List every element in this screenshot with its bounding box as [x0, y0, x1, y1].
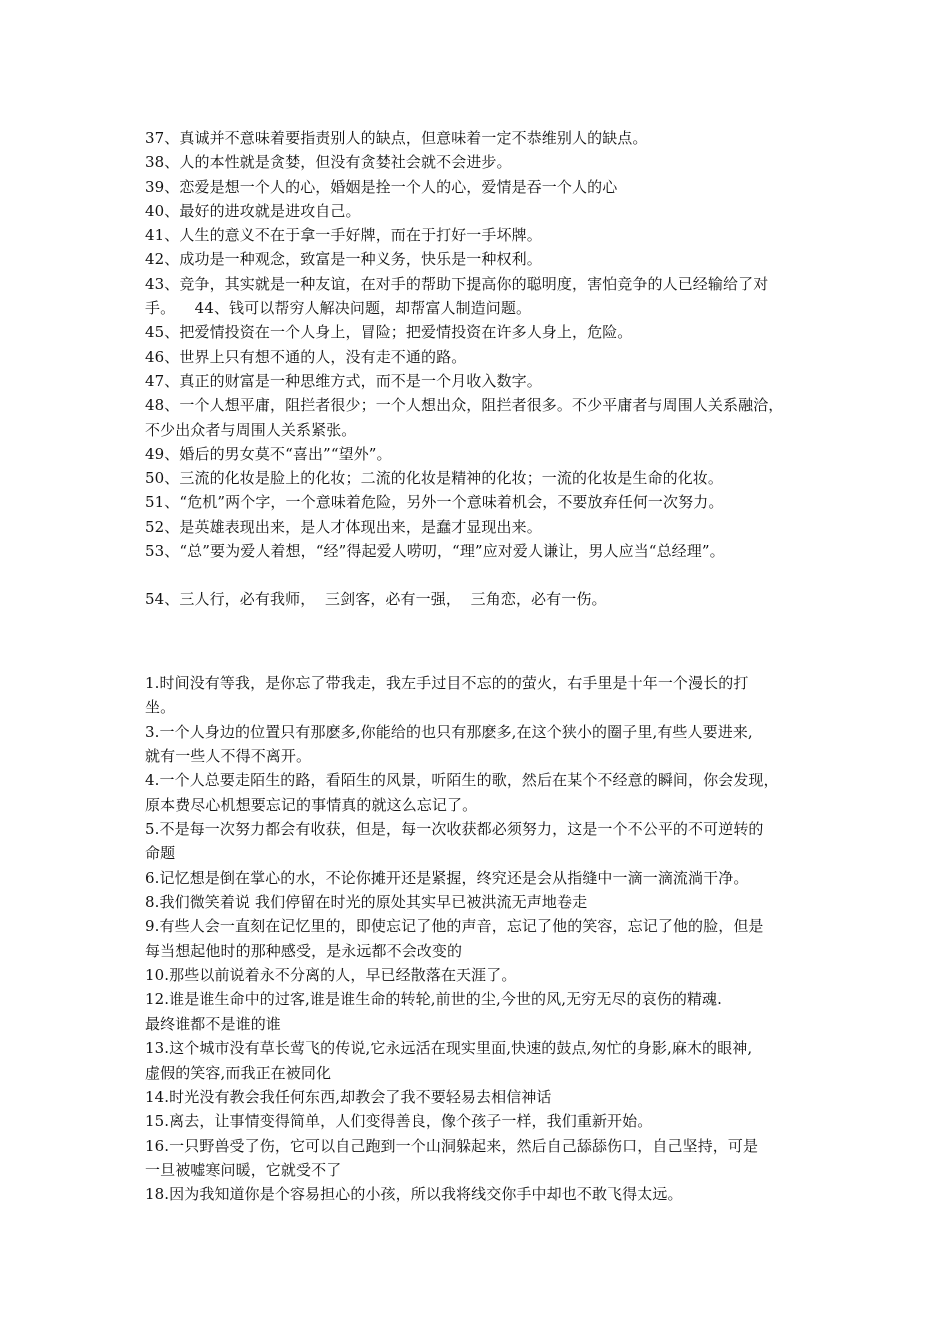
text-line: 13.这个城市没有草长莺飞的传说,它永远活在现实里面,快速的鼓点,匆忙的身影,麻木的眼神,: [145, 1039, 753, 1058]
text-line: 46、世界上只有想不通的人，没有走不通的路。: [145, 347, 467, 366]
text-line: 6.记忆想是倒在掌心的水，不论你摊开还是紧握，终究还是会从指缝中一滴一滴流淌干净。: [145, 868, 749, 887]
text-line: 3.一个人身边的位置只有那麽多,你能给的也只有那麽多,在这个狭小的圈子里,有些人要进来,: [145, 722, 753, 741]
text-line: 4.一个人总要走陌生的路，看陌生的风景，听陌生的歌，然后在某个不经意的瞬间，你会发现，: [145, 771, 779, 790]
text-line: 5.不是每一次努力都会有收获，但是，每一次收获都必须努力，这是一个不公平的不可逆转的: [145, 820, 764, 839]
quotes-section-2: [145, 671, 825, 1207]
text-line: 41、人生的意义不在于拿一手好牌，而在于打好一手坏牌。: [145, 226, 542, 245]
text-line: 1.时间没有等我，是你忘了带我走，我左手过目不忘的的萤火，右手里是十年一个漫长的打: [145, 674, 749, 692]
text-line: 坐。: [145, 698, 176, 717]
text-line: 51、“危机”两个字，一个意味着危险，另外一个意味着机会，不要放弃任何一次努力。: [145, 493, 724, 512]
text-line: 49、婚后的男女莫不“喜出”“望外”。: [145, 444, 392, 463]
text-line: 38、人的本性就是贪婪，但没有贪婪社会就不会进步。: [145, 153, 512, 172]
text-line: 18.因为我知道你是个容易担心的小孩，所以我将线交你手中却也不敢飞得太远。: [145, 1185, 683, 1204]
text-line: 命题: [145, 844, 176, 863]
text-line: 每当想起他时的那种感受，是永远都不会改变的: [145, 941, 463, 960]
text-line: 50、三流的化妆是脸上的化妆；二流的化妆是精神的化妆；一流的化妆是生命的化妆。: [145, 469, 723, 488]
text-line: 15.离去，让事情变得简单，人们变得善良，像个孩子一样，我们重新开始。: [145, 1112, 653, 1131]
text-line: 不少出众者与周围人关系紧张。: [145, 420, 357, 439]
text-line: 12.谁是谁生命中的过客,谁是谁生命的转轮,前世的尘,今世的风,无穷无尽的哀伤的精魂.: [145, 990, 722, 1009]
text-line: 53、“总”要为爱人着想，“经”得起爱人唠叨，“理”应对爱人谦让，男人应当“总经理”。: [145, 542, 725, 561]
text-line: 42、成功是一种观念，致富是一种义务，快乐是一种权利。: [145, 250, 542, 269]
text-line: 54、三人行，必有我师， 三剑客，必有一强， 三角恋，必有一伤。: [145, 590, 607, 609]
text-line: 就有一些人不得不离开。: [145, 747, 312, 766]
text-line: 47、真正的财富是一种思维方式，而不是一个月收入数字。: [145, 371, 542, 390]
text-line: 40、最好的进攻就是进攻自己。: [145, 201, 361, 220]
text-line: 原本费尽心机想要忘记的事情真的就这么忘记了。: [145, 795, 478, 814]
text-line: 45、把爱情投资在一个人身上，冒险；把爱情投资在许多人身上，危险。: [145, 323, 633, 342]
paragraph-spacer: [145, 563, 825, 587]
text-line: 48、一个人想平庸，阻拦者很少；一个人想出众，阻拦者很多。不少平庸者与周围人关系融洽，: [145, 396, 784, 415]
text-line: 手。 44、钱可以帮穷人解决问题，却帮富人制造问题。: [145, 299, 532, 318]
text-line: 一旦被嘘寒问暖，它就受不了: [145, 1160, 342, 1179]
text-line: 10.那些以前说着永不分离的人，早已经散落在天涯了。: [145, 966, 517, 985]
text-line: 8.我们微笑着说 我们停留在时光的原处其实早已被洪流无声地卷走: [145, 893, 588, 912]
text-line: 16.一只野兽受了伤，它可以自己跑到一个山洞躲起来，然后自己舔舔伤口，自己坚持，可是: [145, 1136, 759, 1155]
text-line: 14.时光没有教会我任何东西,却教会了我不要轻易去相信神话: [145, 1087, 552, 1106]
text-line: 52、是英雄表现出来，是人才体现出来，是蠢才显现出来。: [145, 517, 542, 536]
quotes-section-1: [145, 126, 825, 612]
text-line: 39、恋爱是想一个人的心，婚姻是拴一个人的心，爱情是吞一个人的心: [145, 177, 618, 196]
text-line: 9.有些人会一直刻在记忆里的，即使忘记了他的声音，忘记了他的笑容，忘记了他的脸，但是: [145, 917, 764, 936]
text-line: 最终谁都不是谁的谁: [145, 1014, 281, 1033]
text-line: 37、真诚并不意味着要指责别人的缺点，但意味着一定不恭维别人的缺点。: [145, 129, 648, 147]
text-line: 43、竞争，其实就是一种友谊，在对手的帮助下提高你的聪明度，害怕竞争的人已经输给了对: [145, 274, 769, 293]
text-line: 虚假的笑容,而我正在被同化: [145, 1063, 332, 1082]
